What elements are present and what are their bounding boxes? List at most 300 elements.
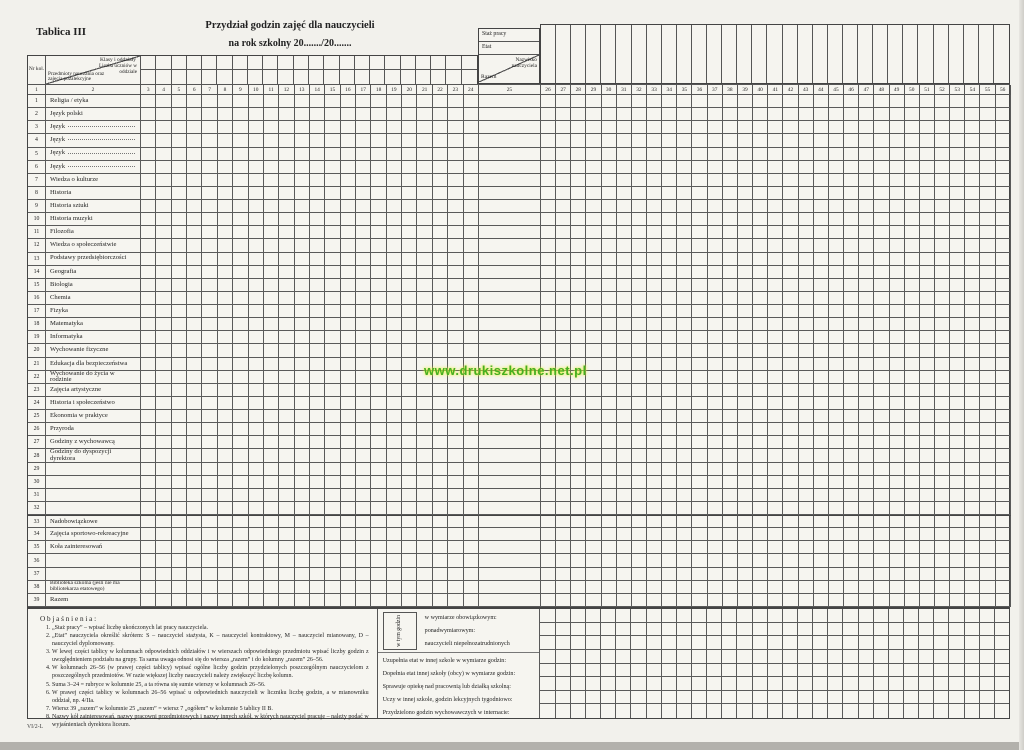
col-number: 34	[662, 85, 677, 95]
subject-label	[46, 266, 141, 279]
hours-cell	[279, 305, 294, 318]
hours-cell	[295, 95, 310, 108]
teacher-hours-cell	[844, 292, 859, 305]
hours-cell	[371, 581, 386, 594]
teacher-hours-cell	[859, 200, 874, 213]
hours-cell	[387, 331, 402, 344]
teacher-hours-cell	[617, 528, 632, 541]
teacher-hours-cell	[617, 436, 632, 449]
hours-cell	[417, 318, 432, 331]
razem-cell	[479, 253, 541, 266]
hours-cell	[356, 200, 371, 213]
hours-cell	[295, 463, 310, 476]
subject-label	[46, 541, 141, 554]
teacher-hours-cell	[768, 410, 783, 423]
hours-cell	[187, 502, 202, 515]
teacher-hours-cell	[586, 594, 601, 607]
teacher-hours-cell	[935, 108, 950, 121]
teacher-hours-cell	[617, 226, 632, 239]
teacher-hours-cell	[586, 568, 601, 581]
teacher-hours-cell	[874, 502, 889, 515]
teacher-hours-cell	[799, 568, 814, 581]
subject-label	[46, 200, 141, 213]
teacher-hours-cell	[708, 187, 723, 200]
hours-cell	[172, 95, 187, 108]
hours-cell	[356, 410, 371, 423]
hours-cell	[172, 594, 187, 607]
subject-label	[46, 358, 141, 371]
footer-grid-cell	[736, 677, 751, 691]
teacher-hours-cell	[647, 95, 662, 108]
hours-cell	[325, 134, 340, 147]
teacher-hours-cell	[677, 568, 692, 581]
teacher-hours-cell	[602, 305, 617, 318]
class-header-cell	[385, 70, 400, 84]
hours-cell	[187, 134, 202, 147]
hours-cell	[172, 226, 187, 239]
teacher-hours-cell	[647, 226, 662, 239]
teacher-hours-cell	[723, 253, 738, 266]
liczba-uczniow-label: Liczba uczniów w oddziale	[98, 63, 137, 75]
hours-cell	[356, 292, 371, 305]
hours-cell	[341, 187, 356, 200]
teacher-hours-cell	[859, 463, 874, 476]
objasnienie-item: 5. Suma 3–24 = rubryce w kolumnie 25, a ta równa się sumie wierszy w kolumnach 26–56.	[52, 682, 369, 690]
teacher-hours-cell	[890, 358, 905, 371]
razem-cell	[479, 239, 541, 252]
hours-cell	[141, 568, 156, 581]
teacher-hours-cell	[647, 410, 662, 423]
teacher-hours-cell	[920, 305, 935, 318]
footer-grid-cell	[842, 609, 857, 623]
footer-grid-cell	[691, 650, 706, 664]
footer-grid-cell	[782, 623, 797, 637]
teacher-hours-cell	[723, 318, 738, 331]
teacher-hours-cell	[799, 397, 814, 410]
teacher-hours-cell	[920, 358, 935, 371]
teacher-hours-cell	[829, 502, 844, 515]
teacher-hours-cell	[556, 384, 571, 397]
teacher-hours-cell	[844, 358, 859, 371]
teacher-hours-cell	[783, 239, 798, 252]
hours-cell	[402, 502, 417, 515]
teacher-hours-cell	[768, 463, 783, 476]
teacher-hours-cell	[905, 515, 920, 528]
hours-cell	[341, 371, 356, 384]
teacher-hours-cell	[602, 371, 617, 384]
hours-cell	[356, 174, 371, 187]
col-number: 41	[768, 85, 783, 95]
teacher-hours-cell	[571, 489, 586, 502]
col-number: 7	[202, 85, 217, 95]
class-header-cell	[217, 70, 232, 84]
hours-cell	[187, 318, 202, 331]
footer-grid-cell	[630, 704, 645, 718]
teacher-hours-cell	[768, 384, 783, 397]
teacher-hours-cell	[768, 95, 783, 108]
hours-cell	[233, 581, 248, 594]
hours-cell	[356, 95, 371, 108]
razem-cell	[479, 476, 541, 489]
teacher-hours-cell	[829, 423, 844, 436]
footer-grid-cell	[661, 623, 676, 637]
razem-cell	[479, 344, 541, 357]
hours-cell	[448, 95, 463, 108]
teacher-hours-cell	[738, 344, 753, 357]
teacher-hours-cell	[723, 108, 738, 121]
footer-grid-cell	[539, 623, 554, 637]
col-number: 46	[844, 85, 859, 95]
razem-cell	[479, 134, 541, 147]
footer-grid-cell	[797, 664, 812, 678]
footer-grid-cell	[812, 704, 827, 718]
footer-grid-cell	[630, 664, 645, 678]
teacher-hours-cell	[753, 528, 768, 541]
hours-cell	[295, 305, 310, 318]
teacher-hours-cell	[586, 200, 601, 213]
hours-cell	[341, 318, 356, 331]
teacher-hours-cell	[890, 148, 905, 161]
hours-cell	[464, 397, 479, 410]
class-header-cell	[172, 70, 187, 84]
hours-cell	[356, 528, 371, 541]
row-number: 32	[28, 502, 46, 515]
hours-cell	[341, 200, 356, 213]
teacher-hours-cell	[768, 554, 783, 567]
hours-cell	[371, 502, 386, 515]
hours-cell	[341, 134, 356, 147]
hours-cell	[464, 384, 479, 397]
hours-cell	[402, 344, 417, 357]
class-header-cell	[462, 70, 477, 84]
teacher-hours-cell	[647, 239, 662, 252]
footer-grid-cell	[736, 609, 751, 623]
hours-cell	[233, 148, 248, 161]
footer-grid-cell	[585, 677, 600, 691]
teacher-hours-cell	[586, 384, 601, 397]
teacher-hours-cell	[692, 174, 707, 187]
footer-grid-cell	[827, 636, 842, 650]
hours-cell	[402, 121, 417, 134]
hours-cell	[233, 213, 248, 226]
footer-grid-cell	[767, 636, 782, 650]
class-header-cell	[294, 56, 309, 70]
teacher-hours-cell	[692, 371, 707, 384]
hours-cell	[295, 187, 310, 200]
teacher-hours-cell	[799, 318, 814, 331]
teacher-hours-cell	[723, 449, 738, 462]
teacher-hours-cell	[905, 568, 920, 581]
teacher-hours-cell	[859, 253, 874, 266]
hours-cell	[156, 384, 171, 397]
teacher-hours-cell	[571, 161, 586, 174]
teacher-hours-cell	[965, 594, 980, 607]
hours-cell	[325, 397, 340, 410]
teacher-hours-cell	[571, 594, 586, 607]
teacher-hours-cell	[799, 581, 814, 594]
teacher-hours-cell	[950, 384, 965, 397]
hours-cell	[233, 554, 248, 567]
hours-cell	[448, 318, 463, 331]
hours-cell	[433, 279, 448, 292]
teacher-hours-cell	[844, 554, 859, 567]
teacher-hours-cell	[980, 161, 995, 174]
subject-text: Koła zainteresowań	[50, 543, 103, 551]
teacher-hours-cell	[844, 384, 859, 397]
footer-grid-cell	[858, 623, 873, 637]
hours-cell	[402, 528, 417, 541]
subject-label	[46, 292, 141, 305]
subject-text: Historia muzyki	[50, 215, 93, 223]
hours-cell	[310, 95, 325, 108]
footer-grid-cell	[767, 623, 782, 637]
hours-cell	[417, 581, 432, 594]
teacher-hours-cell	[602, 226, 617, 239]
row-number: 7	[28, 174, 46, 187]
hours-cell	[202, 384, 217, 397]
teacher-hours-cell	[586, 436, 601, 449]
teacher-hours-cell	[692, 397, 707, 410]
teacher-hours-cell	[950, 489, 965, 502]
hours-cell	[464, 121, 479, 134]
teacher-hours-cell	[662, 489, 677, 502]
footer-grid-cell	[585, 664, 600, 678]
hours-cell	[156, 515, 171, 528]
teacher-hours-cell	[541, 449, 556, 462]
footer-grid-cell	[812, 664, 827, 678]
hours-cell	[387, 476, 402, 489]
teacher-hours-cell	[692, 239, 707, 252]
hours-cell	[325, 253, 340, 266]
hours-cell	[341, 568, 356, 581]
teacher-hours-cell	[874, 384, 889, 397]
teacher-hours-cell	[708, 200, 723, 213]
teacher-hours-cell	[738, 568, 753, 581]
hours-cell	[233, 410, 248, 423]
teacher-hours-cell	[965, 581, 980, 594]
teacher-hours-cell	[571, 436, 586, 449]
teacher-hours-cell	[541, 344, 556, 357]
teacher-hours-cell	[814, 305, 829, 318]
footer-grid-cell	[903, 623, 918, 637]
col-number: 21	[417, 85, 432, 95]
hours-cell	[264, 108, 279, 121]
teacher-hours-cell	[783, 187, 798, 200]
teacher-hours-cell	[829, 108, 844, 121]
teacher-hours-cell	[617, 200, 632, 213]
teacher-hours-cell	[571, 121, 586, 134]
teacher-name-column-cell	[979, 25, 994, 83]
footer-grid-cell	[842, 623, 857, 637]
teacher-hours-cell	[556, 410, 571, 423]
hours-cell	[387, 489, 402, 502]
col-number: 49	[890, 85, 905, 95]
teacher-hours-cell	[632, 502, 647, 515]
teacher-hours-cell	[662, 305, 677, 318]
teacher-hours-cell	[950, 554, 965, 567]
teacher-hours-cell	[723, 502, 738, 515]
hours-cell	[218, 174, 233, 187]
hours-cell	[310, 200, 325, 213]
hours-cell	[141, 344, 156, 357]
teacher-hours-cell	[662, 463, 677, 476]
teacher-hours-cell	[571, 108, 586, 121]
hours-cell	[202, 489, 217, 502]
teacher-hours-cell	[541, 253, 556, 266]
hours-cell	[402, 134, 417, 147]
teacher-hours-cell	[844, 397, 859, 410]
teacher-hours-cell	[738, 436, 753, 449]
hours-cell	[279, 213, 294, 226]
teacher-hours-cell	[814, 410, 829, 423]
teacher-hours-cell	[602, 449, 617, 462]
row-number: 17	[28, 305, 46, 318]
footer-grid-cell	[570, 623, 585, 637]
col-number: 1	[28, 85, 46, 95]
teacher-hours-cell	[556, 449, 571, 462]
hours-cell	[264, 161, 279, 174]
teacher-hours-cell	[692, 554, 707, 567]
hours-cell	[402, 515, 417, 528]
teacher-hours-cell	[890, 568, 905, 581]
footer-grid-cell	[691, 677, 706, 691]
teacher-hours-cell	[753, 344, 768, 357]
teacher-hours-cell	[632, 266, 647, 279]
hours-cell	[141, 239, 156, 252]
teacher-hours-cell	[692, 410, 707, 423]
teacher-hours-cell	[541, 239, 556, 252]
teacher-hours-cell	[738, 134, 753, 147]
hours-cell	[387, 449, 402, 462]
teacher-hours-cell	[692, 358, 707, 371]
teacher-hours-cell	[692, 279, 707, 292]
teacher-hours-cell	[859, 410, 874, 423]
teacher-hours-cell	[844, 449, 859, 462]
teacher-hours-cell	[814, 226, 829, 239]
teacher-hours-cell	[738, 384, 753, 397]
teacher-hours-cell	[874, 148, 889, 161]
razem-cell	[479, 384, 541, 397]
hours-cell	[202, 121, 217, 134]
hours-cell	[172, 463, 187, 476]
footer-grid-cell	[948, 664, 963, 678]
footer-grid-cell	[600, 691, 615, 705]
hours-cell	[371, 358, 386, 371]
hours-cell	[310, 371, 325, 384]
teacher-hours-cell	[541, 397, 556, 410]
teacher-hours-cell	[935, 594, 950, 607]
teacher-hours-cell	[723, 463, 738, 476]
hours-cell	[310, 121, 325, 134]
teacher-hours-cell	[935, 121, 950, 134]
teacher-hours-cell	[662, 108, 677, 121]
teacher-hours-cell	[723, 476, 738, 489]
hours-cell	[402, 449, 417, 462]
teacher-hours-cell	[571, 397, 586, 410]
teacher-hours-cell	[905, 410, 920, 423]
hours-cell	[218, 358, 233, 371]
nazwisko-nauczyciela-label: Nazwisko nauczyciela	[511, 57, 537, 70]
row-number: 9	[28, 200, 46, 213]
teacher-hours-cell	[768, 397, 783, 410]
hours-cell	[249, 554, 264, 567]
hours-cell	[172, 279, 187, 292]
teacher-hours-cell	[829, 187, 844, 200]
hours-cell	[417, 568, 432, 581]
teacher-name-column-cell	[798, 25, 813, 83]
teacher-hours-cell	[571, 200, 586, 213]
hours-cell	[387, 292, 402, 305]
hours-cell	[464, 174, 479, 187]
col-number: 28	[571, 85, 586, 95]
subject-text: Wychowanie do życia w rodzinie	[50, 370, 115, 383]
hours-cell	[233, 449, 248, 462]
teacher-hours-cell	[692, 594, 707, 607]
teacher-hours-cell	[692, 226, 707, 239]
hours-cell	[417, 148, 432, 161]
teacher-hours-cell	[753, 515, 768, 528]
teacher-hours-cell	[586, 528, 601, 541]
footer-statement: Sprawuje opiekę nad pracownią lub działką szkolną:	[382, 683, 511, 690]
hours-cell	[371, 161, 386, 174]
staz-pracy-cell	[479, 29, 539, 42]
footer-grid-cell	[797, 609, 812, 623]
class-header-cell	[141, 56, 156, 70]
hours-cell	[310, 108, 325, 121]
col-number: 12	[279, 85, 294, 95]
hours-cell	[325, 423, 340, 436]
teacher-hours-cell	[844, 568, 859, 581]
teacher-hours-cell	[556, 541, 571, 554]
hours-cell	[356, 436, 371, 449]
hours-cell	[202, 148, 217, 161]
teacher-hours-cell	[799, 463, 814, 476]
hours-cell	[464, 423, 479, 436]
subject-label	[46, 213, 141, 226]
teacher-hours-cell	[753, 121, 768, 134]
hours-cell	[310, 489, 325, 502]
teacher-hours-cell	[556, 528, 571, 541]
hours-cell	[356, 581, 371, 594]
hours-cell	[417, 95, 432, 108]
hours-cell	[464, 200, 479, 213]
teacher-hours-cell	[556, 200, 571, 213]
teacher-hours-cell	[783, 528, 798, 541]
razem-cell	[479, 279, 541, 292]
hours-cell	[402, 174, 417, 187]
teacher-hours-cell	[844, 134, 859, 147]
hours-cell	[356, 568, 371, 581]
razem-cell	[479, 554, 541, 567]
hours-cell	[233, 476, 248, 489]
teacher-hours-cell	[692, 292, 707, 305]
teacher-hours-cell	[586, 502, 601, 515]
hours-cell	[172, 292, 187, 305]
hours-cell	[448, 397, 463, 410]
hours-cell	[202, 344, 217, 357]
teacher-hours-cell	[890, 279, 905, 292]
subject-label	[46, 174, 141, 187]
teacher-hours-cell	[874, 410, 889, 423]
teacher-hours-cell	[708, 436, 723, 449]
teacher-hours-cell	[950, 371, 965, 384]
hours-cell	[172, 515, 187, 528]
hours-cell	[433, 292, 448, 305]
teacher-hours-cell	[996, 594, 1011, 607]
hours-cell	[249, 371, 264, 384]
dotted-leader	[68, 125, 135, 127]
hours-cell	[387, 200, 402, 213]
